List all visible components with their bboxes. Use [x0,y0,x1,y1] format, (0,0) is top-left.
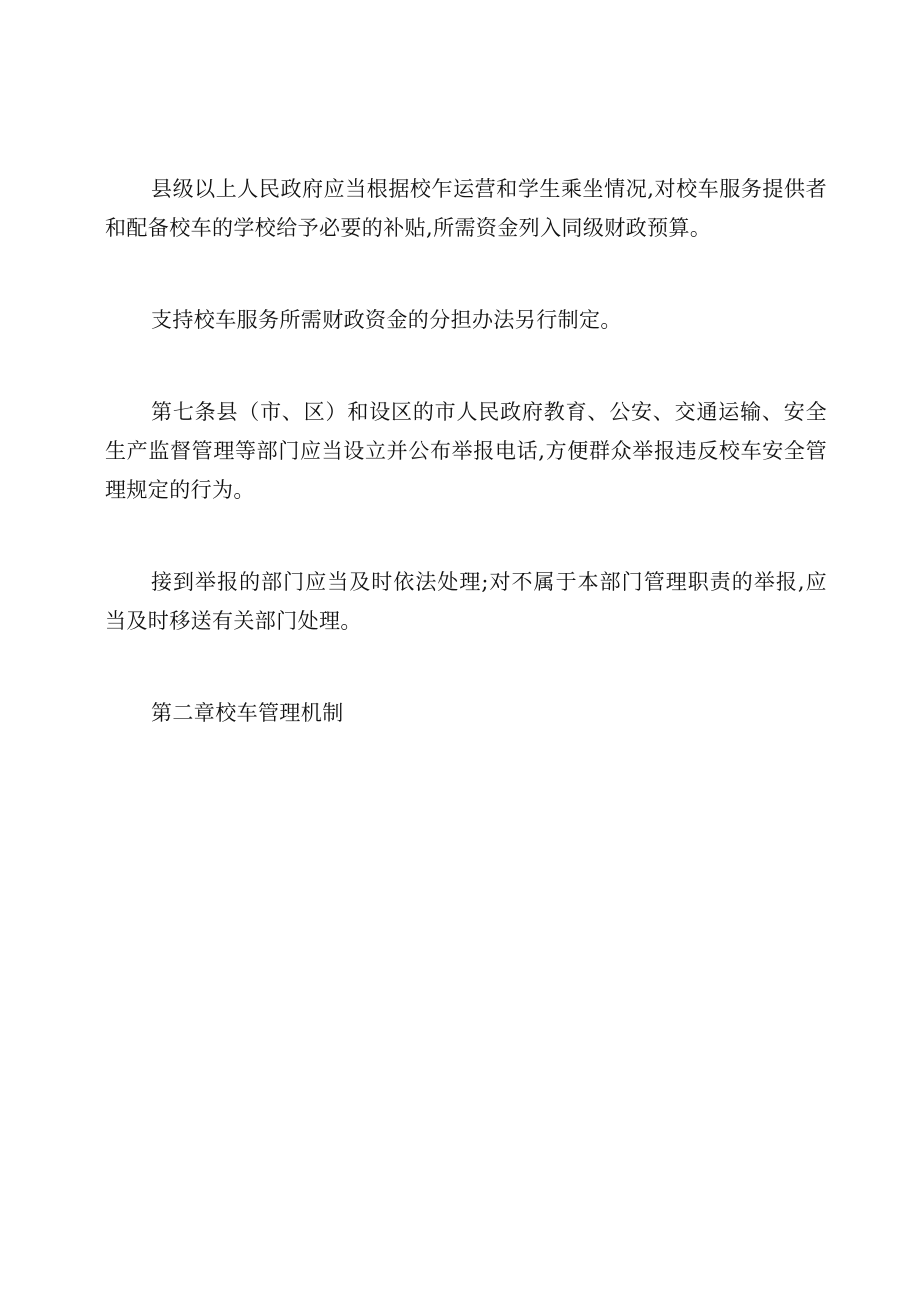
paragraph-subsidy: 县级以上人民政府应当根据校乍运营和学生乘坐情况,对校车服务提供者和配备校车的学校给予必要的补贴,所需资金列入同级财政预算。 [105,177,827,240]
paragraph-gap [105,248,827,301]
paragraph-gap [105,340,827,393]
document-body [105,170,827,733]
paragraph-funding-method: 支持校车服务所需财政资金的分担办法另行制定。 [151,308,622,332]
paragraph-article-7: 第七条县（市、区）和设区的市人民政府教育、公安、交通运输、安全生产监督管理等部门应当设立并公布举报电话,方便群众举报违反校车安全管理规定的行为。 [105,400,827,502]
paragraph-gap [105,641,827,694]
paragraph-gap [105,510,827,563]
paragraph-report-handling: 接到举报的部门应当及时依法处理;对不属于本部门管理职责的举报,应当及时移送有关部门处理。 [105,570,827,633]
chapter-heading: 第二章校车管理机制 [151,701,344,725]
